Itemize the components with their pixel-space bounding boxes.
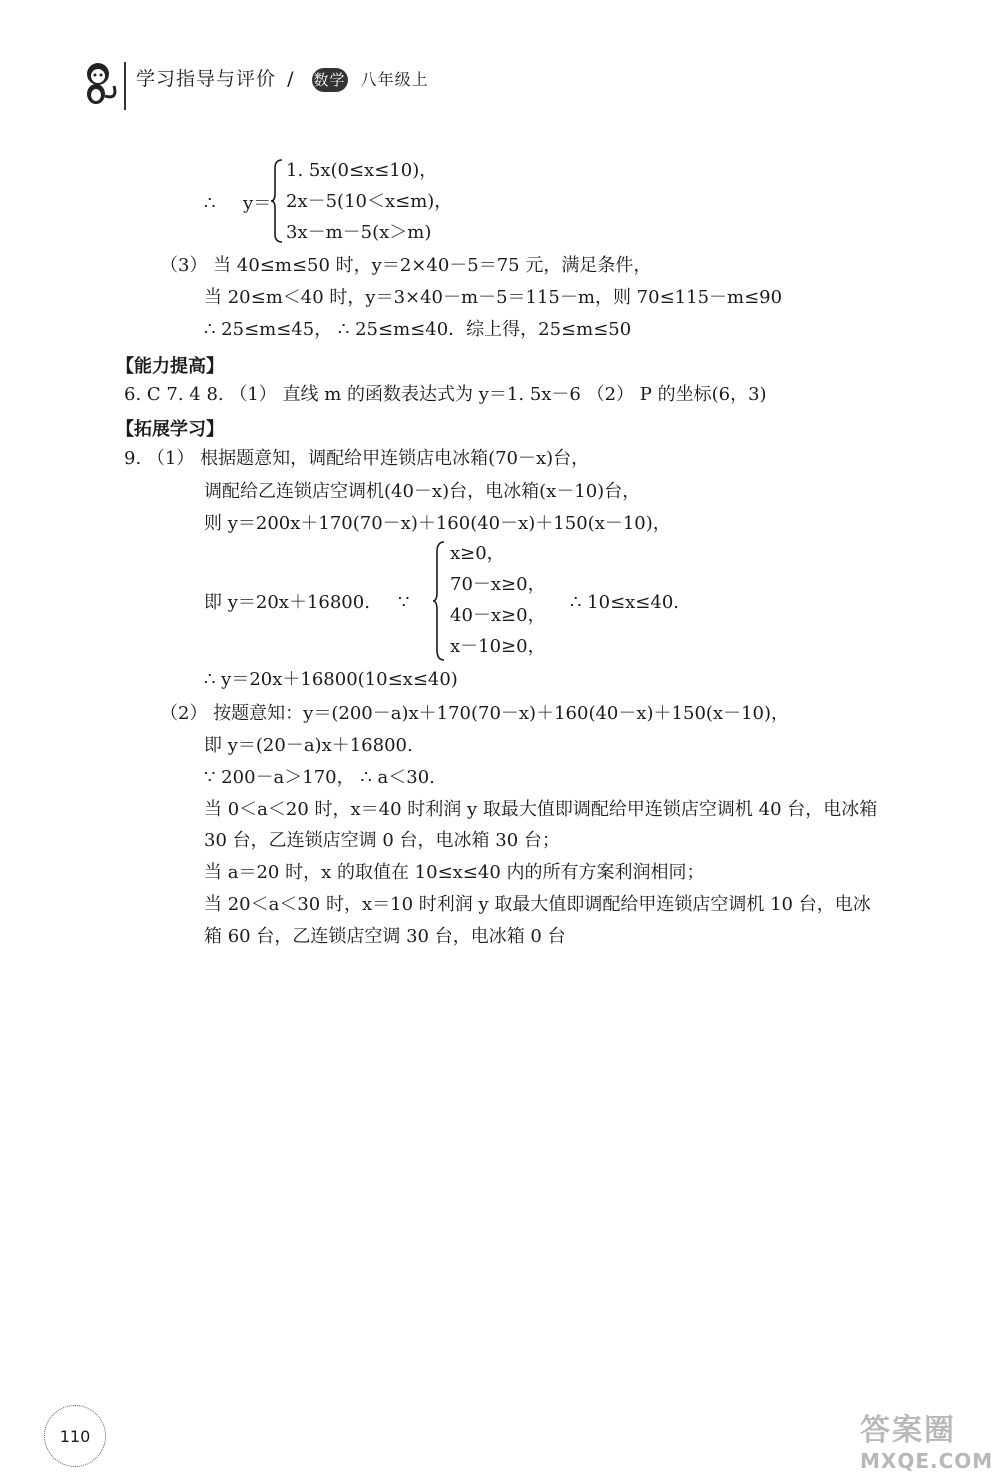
piece-1: 1. 5x(0≤x≤10)， [286, 160, 438, 181]
q9-line1: 9. （1） 根据题意知，调配给甲连锁店电冰箱(70－x)台， [124, 448, 590, 469]
q9-p2-line6: 当 a＝20 时，x 的取值在 10≤x≤40 内的所有方案利润相同； [204, 862, 705, 883]
q9-line2: 调配给乙连锁店空调机(40－x)台，电冰箱(x－10)台， [204, 481, 641, 502]
q9-p2-line2: 即 y＝(20－a)x＋16800. [204, 735, 413, 756]
header-divider [124, 62, 126, 110]
grade-label: 八年级上 [360, 70, 429, 89]
header-bar [136, 64, 429, 92]
piece-3: 3x－m－5(x＞m) [286, 222, 432, 243]
header-slash: / [287, 68, 295, 90]
part3-line3: ∴ 25≤m≤45， ∴ 25≤m≤40．综上得，25≤m≤50 [204, 319, 632, 340]
because-symbol: ∵ [398, 592, 410, 613]
section-ability: 【能力提高】 [116, 356, 224, 377]
therefore-symbol: ∴ [204, 193, 216, 214]
constraint-3: 40－x≥0， [450, 605, 546, 626]
watermark-top: 答案圈 [860, 1413, 956, 1448]
part3-line2: 当 20≤m＜40 时，y＝3×40－m－5＝115－m，则 70≤115－m≤90 [204, 287, 783, 308]
q9-p2-line7: 当 20＜a＜30 时，x＝10 时利润 y 取最大值即调配给甲连锁店空调机 10 台，电冰 [204, 894, 871, 915]
q9-line3: 则 y＝200x＋170(70－x)＋160(40－x)＋150(x－10)， [204, 513, 671, 534]
q9-ji: 即 y＝20x＋16800. [204, 592, 370, 613]
watermark-bottom: MXQE.COM [860, 1449, 994, 1473]
page-number: 110 [44, 1405, 106, 1467]
q9-p2-line1: （2） 按题意知：y＝(200－a)x＋170(70－x)＋160(40－x)＋150(x－10)， [160, 703, 789, 724]
q9-p2-line3: ∵ 200－a＞170， ∴ a＜30. [204, 767, 435, 788]
part3-line1: （3） 当 40≤m≤50 时，y＝2×40－5＝75 元，满足条件， [160, 255, 652, 276]
constraint-4: x－10≥0， [450, 636, 546, 657]
piece-2: 2x－5(10＜x≤m)， [286, 191, 453, 212]
constraint-2: 70－x≥0， [450, 574, 546, 595]
y-equals: y＝ [243, 193, 272, 214]
q9-p2-line4: 当 0＜a＜20 时，x＝40 时利润 y 取最大值即调配给甲连锁店空调机 40 台，电冰箱 [204, 799, 878, 820]
section-extend: 【拓展学习】 [116, 419, 224, 440]
constraint-1: x≥0， [450, 543, 505, 564]
subject-badge: 数学 [312, 68, 348, 92]
watermark-logo [860, 1405, 994, 1477]
q9-p2-line5: 30 台，乙连锁店空调 0 台，电冰箱 30 台； [204, 830, 560, 851]
q9-p2-line8: 箱 60 台，乙连锁店空调 30 台，电冰箱 0 台 [204, 926, 566, 947]
mascot-logo [78, 60, 122, 108]
q9-result-1: ∴ y＝20x＋16800(10≤x≤40) [204, 669, 458, 690]
answers-line: 6. C 7. 4 8. （1） 直线 m 的函数表达式为 y＝1. 5x－6 （2） P 的坐标(6，3) [124, 384, 767, 405]
book-title: 学习指导与评价 [136, 68, 277, 90]
constraint-brace [432, 540, 446, 662]
left-brace [270, 158, 284, 244]
range-result: ∴ 10≤x≤40. [570, 592, 680, 613]
